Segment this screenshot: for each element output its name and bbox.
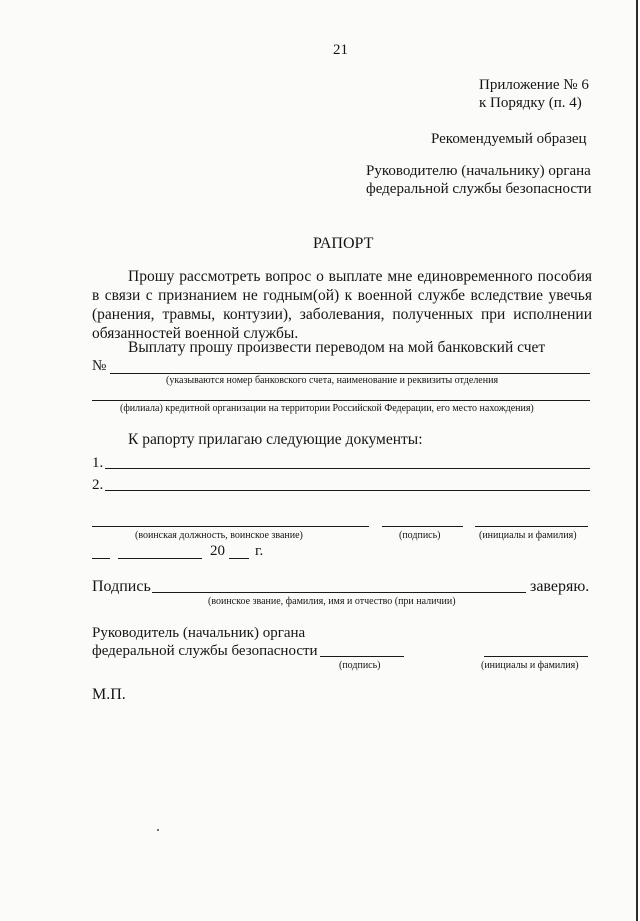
page-number: 21 — [333, 42, 348, 58]
scan-speck — [157, 829, 159, 831]
head-initials-caption: (инициалы и фамилия) — [481, 660, 579, 671]
payment-line: Выплату прошу произвести переводом на мой банковский счет — [128, 339, 546, 356]
head-signature-caption: (подпись) — [339, 660, 381, 671]
account-caption-1: (указываются номер банковского счета, наименование и реквизиты отделения — [166, 375, 499, 386]
signature-line — [382, 526, 463, 527]
head-line2: федеральной службы безопасности — [92, 643, 318, 659]
stamp-place: М.П. — [92, 686, 126, 703]
scan-edge — [636, 0, 638, 921]
date-month-line — [118, 558, 202, 559]
appendix-line2: к Порядку (п. 4) — [479, 95, 582, 111]
addressee-line2: федеральной службы безопасности — [366, 181, 592, 197]
addressee-line1: Руководителю (начальнику) органа — [366, 163, 591, 179]
certification-suffix: заверяю. — [530, 578, 590, 595]
account-details-line — [92, 400, 590, 401]
initials-caption: (инициалы и фамилия) — [479, 530, 577, 541]
sample-label: Рекомендуемый образец — [431, 131, 587, 147]
certification-caption: (воинское звание, фамилия, имя и отчество (при наличии) — [208, 596, 456, 607]
initials-line — [475, 526, 588, 527]
attachment-item-2: 2. — [92, 477, 104, 493]
certification-label: Подпись — [92, 578, 151, 595]
date-year-prefix: 20 — [210, 543, 225, 559]
attachment-line-2 — [105, 490, 590, 491]
signature-caption: (подпись) — [399, 530, 441, 541]
head-line1: Руководитель (начальник) органа — [92, 625, 306, 641]
account-number-line — [110, 373, 590, 374]
body-paragraph-text: Прошу рассмотреть вопрос о выплате мне единовременного пособия в связи с признанием не годным(ой) к военной службе вследствие увечья (ранения, травмы, контузии), заболевания, полученных при исполнении обязанностей военной службы. — [92, 268, 592, 342]
document-title: РАПОРТ — [313, 235, 374, 252]
attachment-item-1: 1. — [92, 455, 104, 471]
head-signature-line — [320, 656, 404, 657]
position-line — [92, 526, 369, 527]
account-caption-2: (филиала) кредитной организации на территории Российской Федерации, его место нахождения) — [120, 403, 534, 414]
number-sign: № — [92, 358, 107, 374]
date-year-line — [229, 558, 249, 559]
body-paragraph — [92, 267, 592, 343]
appendix-line1: Приложение № 6 — [479, 77, 589, 93]
attachments-intro: К рапорту прилагаю следующие документы: — [128, 431, 423, 448]
date-suffix: г. — [255, 543, 264, 559]
attachment-line-1 — [105, 468, 590, 469]
head-initials-line — [484, 656, 588, 657]
date-day-line — [92, 558, 110, 559]
position-caption: (воинская должность, воинское звание) — [135, 530, 303, 541]
certification-line — [152, 592, 526, 593]
